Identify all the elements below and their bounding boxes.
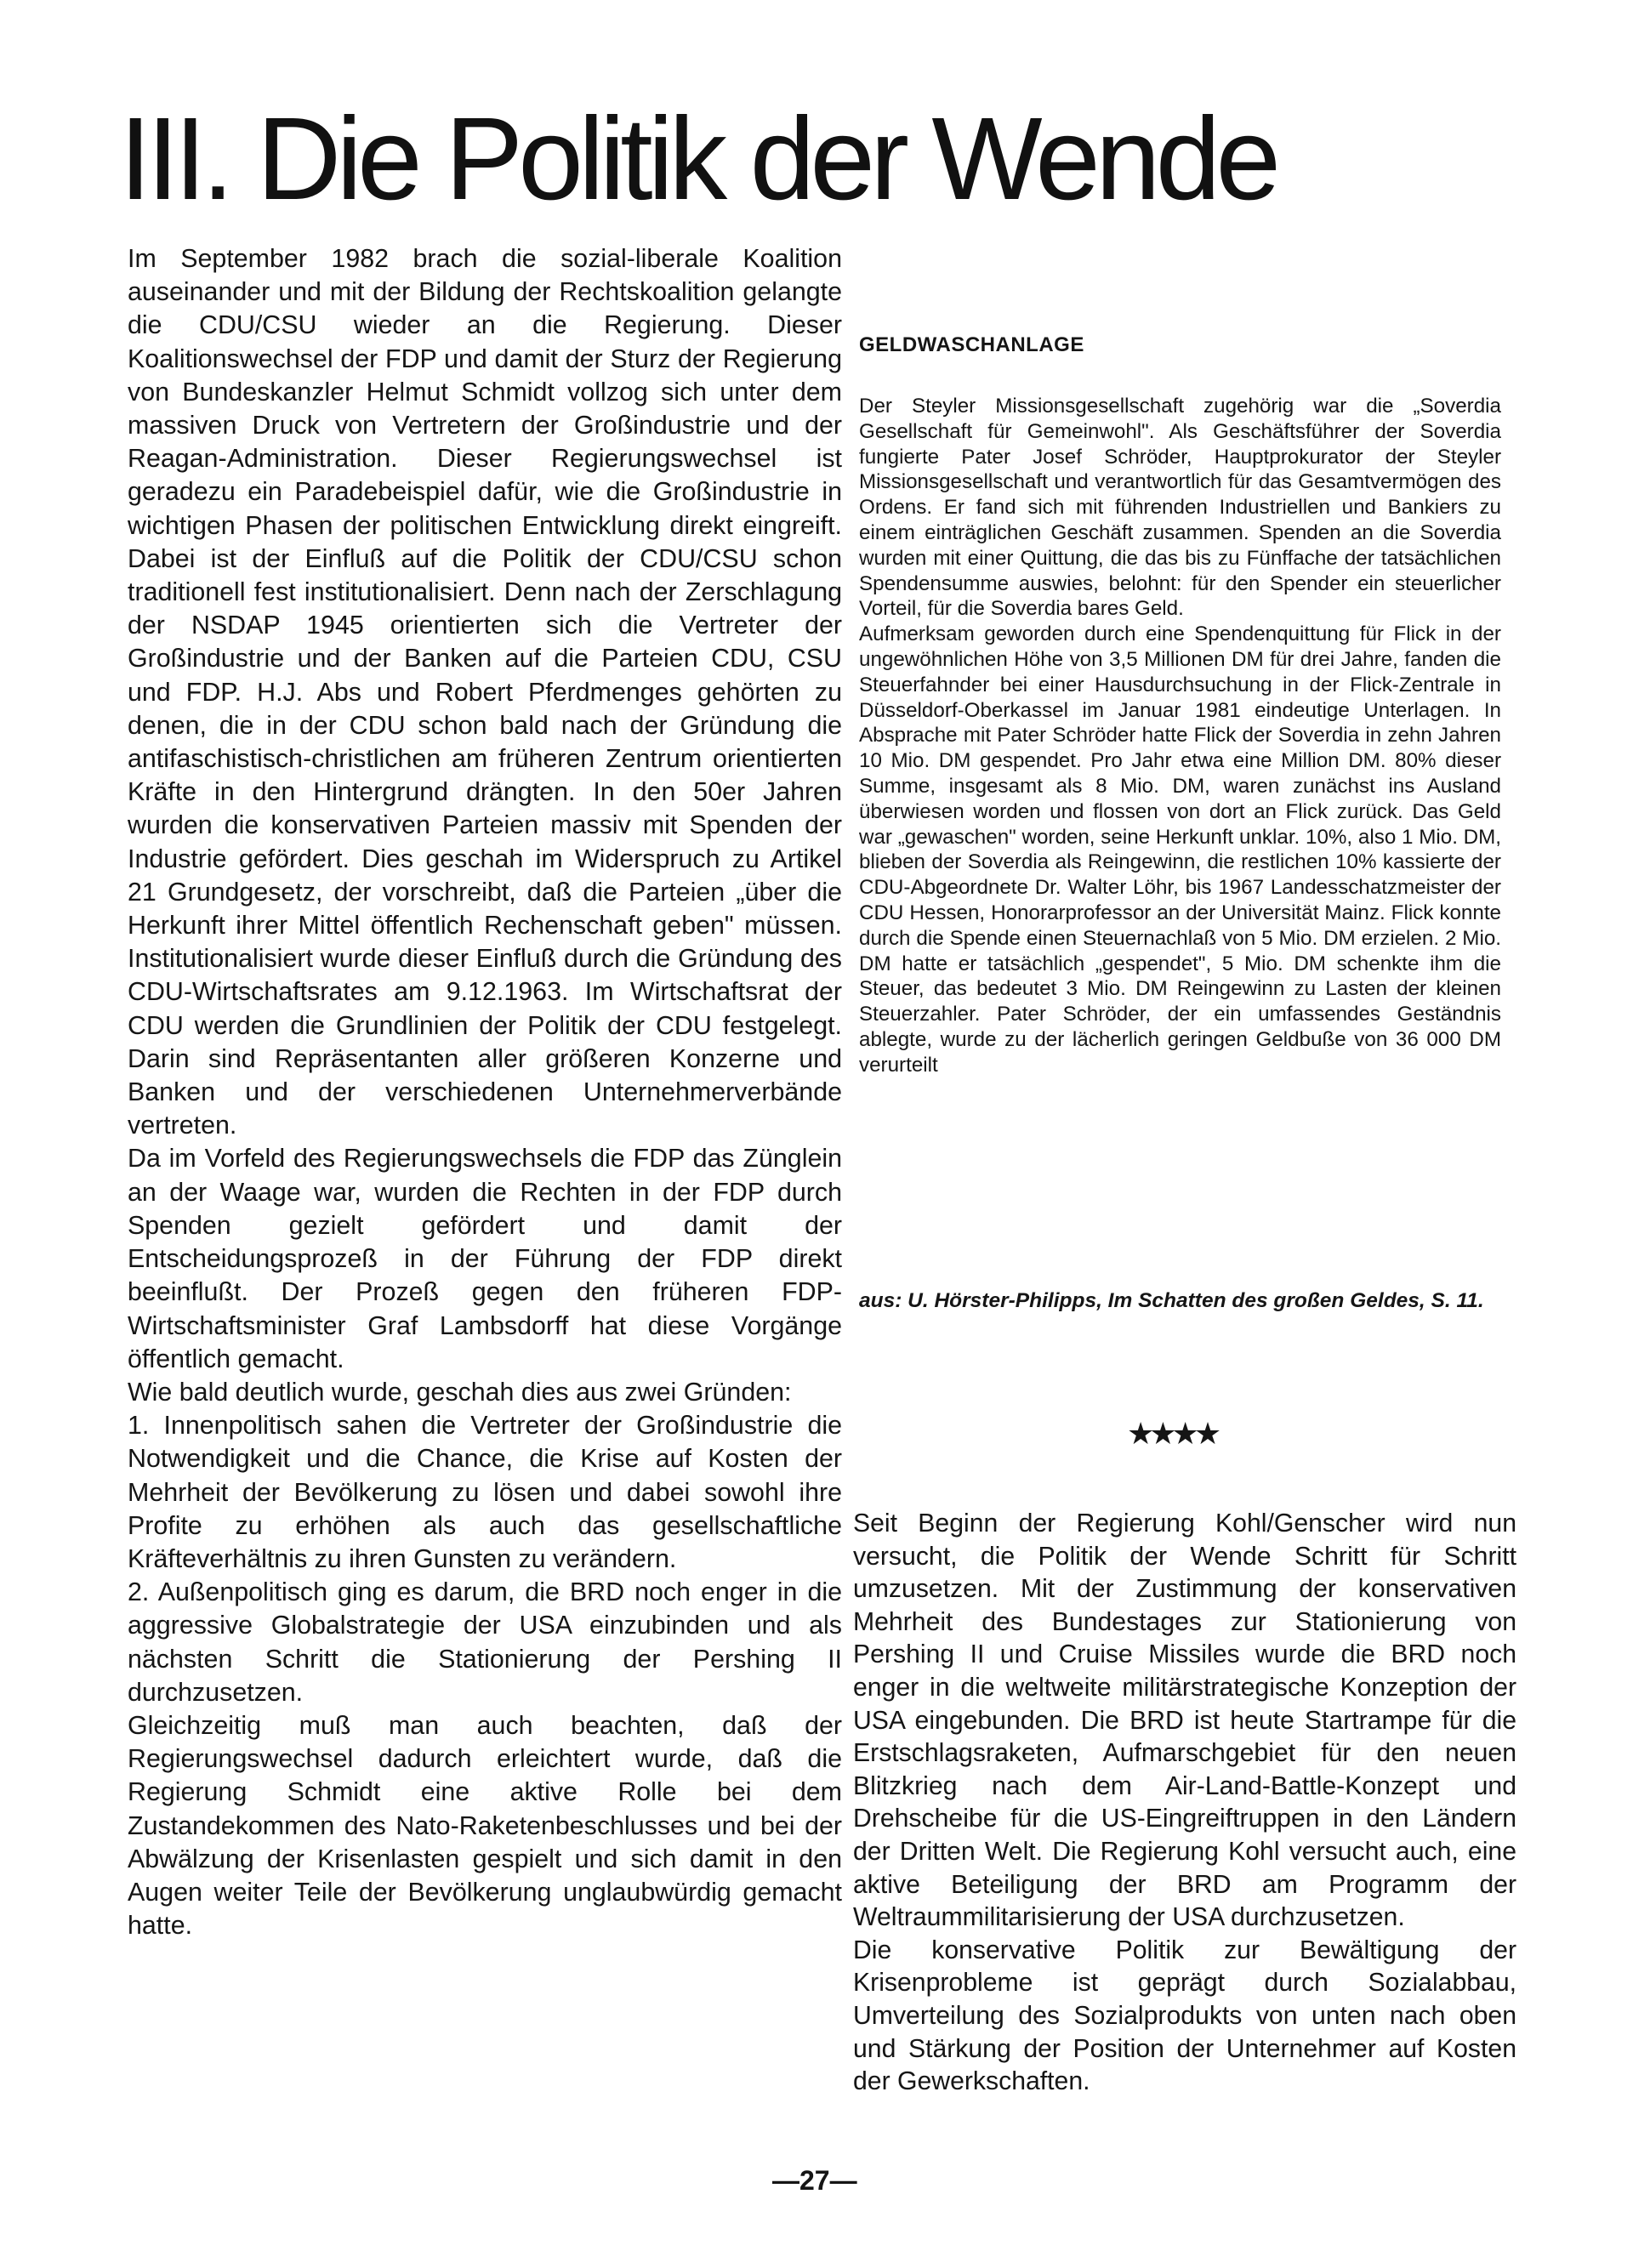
right-column — [853, 1508, 1516, 2099]
paragraph: Der Steyler Missionsgesellschaft zugehörig war die „Soverdia Gesellschaft für Gemeinwohl". Als Geschäftsführer der Soverdia fungierte Pater Josef Schröder, Hauptprokurator der Steyler Missionsgesellschaft und verantwortlich für das Gesamtvermögen des Ordens. Er fand sich mit führenden Industriellen und Bankiers zu einem einträglichen Geschäft zusammen. Spenden an die Soverdia wurden mit einer Quittung, die das bis zu Fünffache der tatsächlichen Spendensumme auswies, belohnt: für den Spender ein steuerlicher Vorteil, für die Soverdia bares Geld. — [859, 395, 1501, 621]
star-separator-icon: ★★★★ — [1127, 1416, 1217, 1451]
page-number: —27— — [772, 2165, 857, 2196]
paragraph: Wie bald deutlich wurde, geschah dies aus zwei Gründen: — [128, 1377, 792, 1407]
paragraph: Im September 1982 brach die sozial-liberale Koalition auseinander und mit der Bildung der Rechtskoalition gelangte die CDU/CSU wieder an die Regierung. Dieser Koalitionswechsel der FDP und damit der Sturz der Regierung von Bundeskanzler Helmut Schmidt vollzog sich unter dem massiven Druck von Vertretern der Großindustrie und der Reagan-Administration. Dieser Regierungswechsel ist geradezu ein Paradebeispiel dafür, wie die Großindustrie in wichtigen Phasen der politischen Entwicklung direkt eingreift. Dabei ist der Einfluß auf die Politik der CDU/CSU schon traditionell fest institutionalisiert. Denn nach der Zerschlagung der NSDAP 1945 orientierten sich die Vertreter der Großindustrie und der Banken auf die Parteien CDU, CSU und FDP. H.J. Abs und Robert Pferdmenges gehörten zu denen, die in der CDU schon bald nach der Gründung die antifaschistisch-christlichen am früheren Zentrum orientierten Kräfte in den Hintergrund drängten. In den 50er Jahren wurden die konservativen Parteien massiv mit Spenden der Industrie gefördert. Dies geschah im Widerspruch zu Artikel 21 Grundgesetz, der vorschreibt, daß die Parteien „über die Herkunft ihrer Mittel öffentlich Rechenschaft geben" müssen. Institutionalisiert wurde dieser Einfluß durch die Gründung des CDU-Wirtschaftsrates am 9.12.1963. Im Wirtschaftsrat der CDU werden die Grundlinien der Politik der CDU festgelegt. Darin sind Repräsentanten aller größeren Konzerne und Banken und der verschiedenen Unternehmerverbände vertreten. — [128, 244, 842, 1140]
paragraph: Seit Beginn der Regierung Kohl/Genscher wird nun versucht, die Politik der Wende Schritt für Schritt umzusetzen. Mit der Zustimmung der konservativen Mehrheit des Bundestages zur Stationierung von Pershing II und Cruise Missiles wurde die BRD noch enger in die weltweite militärstrategische Konzeption der USA eingebunden. Die BRD ist heute Startrampe für die Erstschlagsraketen, Aufmarschgebiet für den neuen Blitzkrieg nach dem Air-Land-Battle-Konzept und Drehscheibe für die US-Eingreiftruppen in den Ländern der Dritten Welt. Die Regierung Kohl versucht auch, eine aktive Beteiligung der BRD am Programm der Weltraummilitarisierung der USA durchzusetzen. — [853, 1509, 1516, 1932]
paragraph: Gleichzeitig muß man auch beachten, daß der Regierungswechsel dadurch erleichtert wurde, daß die Regierung Schmidt eine aktive Rolle bei dem Zustandekommen des Nato-Raketenbeschlusses und bei der Abwälzung der Krisenlasten gespielt und sich damit in den Augen weiter Teile der Bevölkerung unglaubwürdig gemacht hatte. — [128, 1710, 842, 1941]
chapter-title: III. Die Politik der Wende — [119, 94, 1277, 225]
paragraph: 1. Innenpolitisch sahen die Vertreter der Großindustrie die Notwendigkeit und die Chance, die Krise auf Kosten der Mehrheit der Bevölkerung zu lösen und dabei sowohl ihre Profite zu erhöhen als auch das gesellschaftliche Kräfteverhältnis zu ihren Gunsten zu verändern. — [128, 1411, 842, 1573]
paragraph: Aufmerksam geworden durch eine Spendenquittung für Flick in der ungewöhnlichen Höhe von 3,5 Millionen DM für drei Jahre, fanden die Steuerfahnder bei einer Hausdurchsuchung in der Flick-Zentrale in Düsseldorf-Oberkassel im Januar 1981 eindeutige Unterlagen. In Absprache mit Pater Schröder hatte Flick der Soverdia in zehn Jahren 10 Mio. DM gespendet. Pro Jahr etwa eine Million DM. 80% dieser Summe, insgesamt als 8 Mio. DM, waren zunächst ins Ausland überwiesen worden und flossen von dort an Flick zurück. Das Geld war „gewaschen" worden, seine Herkunft unklar. 10%, also 1 Mio. DM, blieben der Soverdia als Reingewinn, die restlichen 10% kassierte der CDU-Abgeordnete Dr. Walter Löhr, bis 1967 Landesschatzmeister der CDU Hessen, Honorarprofessor an der Universität Mainz. Flick konnte durch die Spende einen Steuernachlaß von 5 Mio. DM erzielen. 2 Mio. DM hatte er tatsächlich „gespendet", 5 Mio. DM schenkte ihm die Steuer, das bedeutet 3 Mio. DM Reingewinn zu Lasten der kleinen Steuerzahler. Pater Schröder, der ein umfassendes Geständnis ablegte, wurde zu der lächerlich geringen Geldbuße von 36 000 DM verurteilt — [859, 622, 1501, 1077]
paragraph: 2. Außenpolitisch ging es darum, die BRD noch enger in die aggressive Globalstrategie der USA einzubinden und als nächsten Schritt die Stationierung der Pershing II durchzusetzen. — [128, 1577, 842, 1707]
paragraph: Da im Vorfeld des Regierungswechsels die FDP das Zünglein an der Waage war, wurden die Rechten in der FDP durch Spenden gezielt gefördert und damit der Entscheidungsprozeß in der Führung der FDP direkt beeinflußt. Der Prozeß gegen den früheren FDP-Wirtschaftsminister Graf Lambsdorff hat diese Vorgänge öffentlich gemacht. — [128, 1144, 842, 1373]
left-column — [128, 242, 842, 1942]
box-text — [859, 394, 1501, 1078]
box-heading: GELDWASCHANLAGE — [859, 333, 1084, 356]
paragraph: Die konservative Politik zur Bewältigung der Krisenprobleme ist geprägt durch Sozialabbau, Umverteilung des Sozialprodukts von unten nach oben und Stärkung der Position der Unternehmer auf Kosten der Gewerkschaften. — [853, 1935, 1516, 2096]
source-citation: aus: U. Hörster-Philipps, Im Schatten des großen Geldes, S. 11. — [859, 1289, 1484, 1312]
